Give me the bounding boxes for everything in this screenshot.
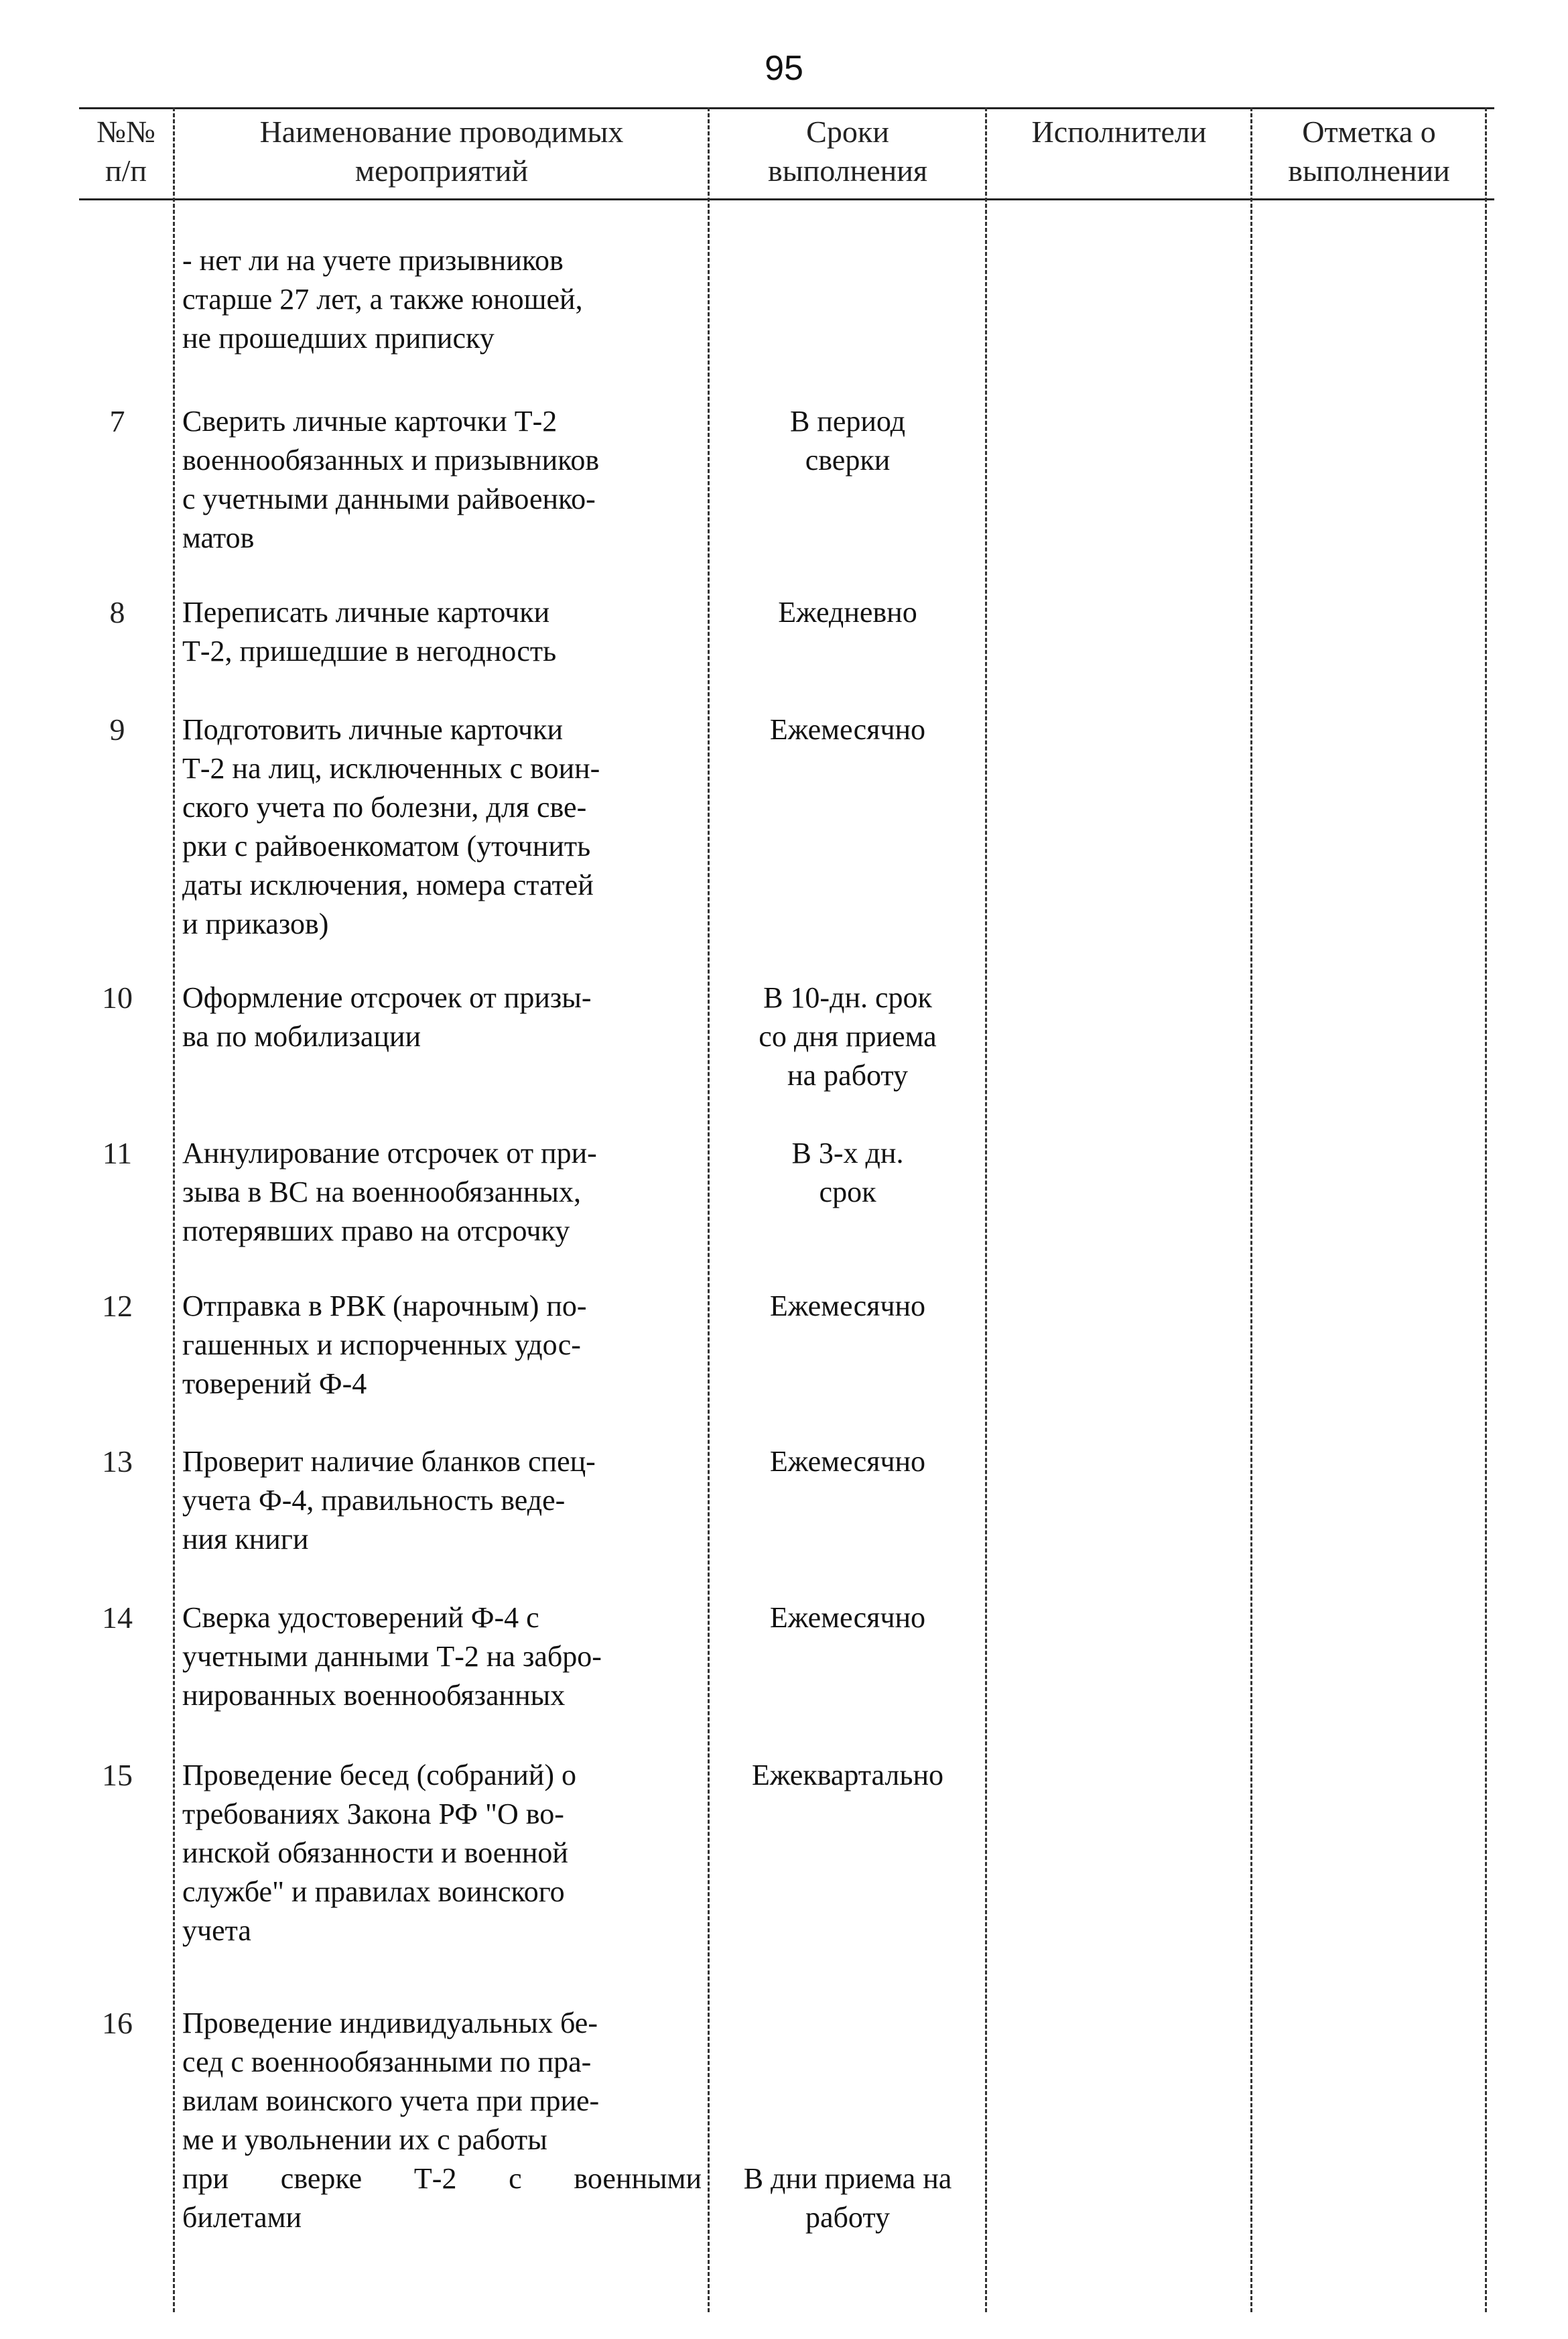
name-line: вилам воинского учета при прие- [182,2084,600,2117]
name-line: товерений Ф-4 [182,1367,367,1400]
name-line: Подготовить личные карточки [182,713,564,746]
name-line: учетными данными Т-2 на забро- [182,1640,602,1673]
name-line: рки с райвоенкоматом (уточнить [182,830,591,863]
term-line: В 3-х дн. [791,1137,904,1170]
row-16-number: 16 [102,2006,133,2040]
name-line: ния книги [182,1523,309,1556]
name-line: Проверит наличие бланков спец- [182,1445,596,1478]
column-divider-4 [1250,107,1252,2312]
row-14-deadline [714,1598,982,1637]
header-deadline-line-2: выполнения [767,153,928,188]
term-line: Ежемесячно [769,1289,926,1322]
header-number-line-1: №№ [96,115,155,149]
header-executors [988,113,1250,151]
table-top-rule [79,107,1494,109]
name-line: Т-2 на лиц, исключенных с воин- [182,752,600,785]
name-line: - нет ли на учете призывников [182,244,564,277]
row-12-name [182,1287,702,1403]
name-line: нированных военнообязанных [182,1679,566,1712]
row-9-name [182,710,702,944]
name-line: гашенных и испорченных удос- [182,1328,581,1361]
name-line: Т-2, пришедшие в негодность [182,635,557,668]
header-activity-name [176,113,708,190]
row-14-name [182,1598,702,1715]
name-line: требованиях Закона РФ "О во- [182,1797,564,1830]
row-10-number: 10 [102,981,133,1015]
header-activity-name-line-1: Наименование проводимых [259,115,624,149]
row-15-name [182,1756,702,1950]
row-11-name [182,1134,702,1251]
term-line: В период [789,405,906,438]
name-line: службе" и правилах воинского [182,1875,565,1908]
row-13-number: 13 [102,1444,133,1478]
row-15-deadline [714,1756,982,1795]
header-executors-line-1: Исполнители [1031,115,1207,149]
row-8-number: 8 [109,595,125,629]
header-completion-mark [1253,113,1485,190]
term-line: Ежедневно [778,596,917,629]
row-7-number: 7 [109,404,125,438]
name-line: Оформление отсрочек от призы- [182,981,592,1014]
name-line: старше 27 лет, а также юношей, [182,283,583,316]
name-line: при сверке Т-2 с военными [182,2162,702,2195]
column-divider-2 [708,107,710,2312]
name-line: билетами [182,2201,302,2234]
name-line: сед с военнообязанными по пра- [182,2045,592,2078]
term-line: на работу [787,1059,909,1092]
row-16-name [182,2004,702,2237]
name-line: военнообязанных и призывников [182,444,600,477]
header-deadline [710,113,985,190]
term-line: Ежемесячно [769,1601,926,1634]
row-16-deadline [714,2159,982,2237]
column-divider-5 [1485,107,1487,2312]
column-divider-1 [173,107,175,2312]
header-number-line-2: п/п [105,153,147,188]
name-line: Сверка удостоверений Ф-4 с [182,1601,539,1634]
term-line: В 10-дн. срок [763,981,932,1014]
name-line: ва по мобилизации [182,1020,421,1053]
term-line: со дня приема [759,1020,937,1053]
name-line: Проведение бесед (собраний) о [182,1759,577,1791]
header-completion-mark-line-1: Отметка о [1302,115,1436,149]
row-8-name [182,593,702,671]
name-line: потерявших право на отсрочку [182,1214,570,1247]
name-line: Переписать личные карточки [182,596,550,629]
column-divider-3 [985,107,987,2312]
header-bottom-rule [79,198,1494,200]
header-number [79,113,173,190]
row-9-deadline [714,710,982,749]
row-12-number: 12 [102,1289,133,1323]
term-line: Ежеквартально [752,1759,943,1791]
name-line: ме и увольнении их с работы [182,2123,547,2156]
row-11-deadline [714,1134,982,1212]
name-line: и приказов) [182,907,329,940]
name-line: даты исключения, номера статей [182,869,594,901]
name-line: Проведение индивидуальных бе- [182,2007,598,2039]
row-8-deadline [714,593,982,632]
row-13-name [182,1442,702,1559]
name-line: Сверить личные карточки Т-2 [182,405,558,438]
row-7-deadline [714,402,982,480]
name-line: не прошедших приписку [182,322,495,355]
row-10-name [182,978,702,1056]
name-line: Отправка в РВК (нарочным) по- [182,1289,587,1322]
name-line: инской обязанности и военной [182,1836,568,1869]
name-line: учета Ф-4, правильность веде- [182,1484,566,1517]
name-line: учета [182,1914,251,1947]
page-number: 95 [765,49,803,88]
row-9-number: 9 [109,712,125,747]
term-line: Ежемесячно [769,1445,926,1478]
row-14-number: 14 [102,1600,133,1635]
header-completion-mark-line-2: выполнении [1288,153,1450,188]
term-line: сверки [805,444,891,477]
term-line: В дни приема на [743,2162,952,2195]
row-12-deadline [714,1287,982,1326]
row-15-number: 15 [102,1758,133,1792]
name-line: с учетными данными райвоенко- [182,483,596,515]
row-10-deadline [714,978,982,1095]
row-continuation-name [182,241,702,358]
row-13-deadline [714,1442,982,1481]
term-line: работу [805,2201,890,2234]
header-deadline-line-1: Сроки [806,115,889,149]
name-line: матов [182,521,255,554]
row-7-name [182,402,702,558]
row-11-number: 11 [102,1136,133,1170]
header-activity-name-line-2: мероприятий [354,153,529,188]
name-line: ского учета по болезни, для све- [182,791,587,824]
name-line: Аннулирование отсрочек от при- [182,1137,597,1170]
term-line: срок [819,1176,876,1208]
name-line: зыва в ВС на военнообязанных, [182,1176,581,1208]
term-line: Ежемесячно [769,713,926,746]
